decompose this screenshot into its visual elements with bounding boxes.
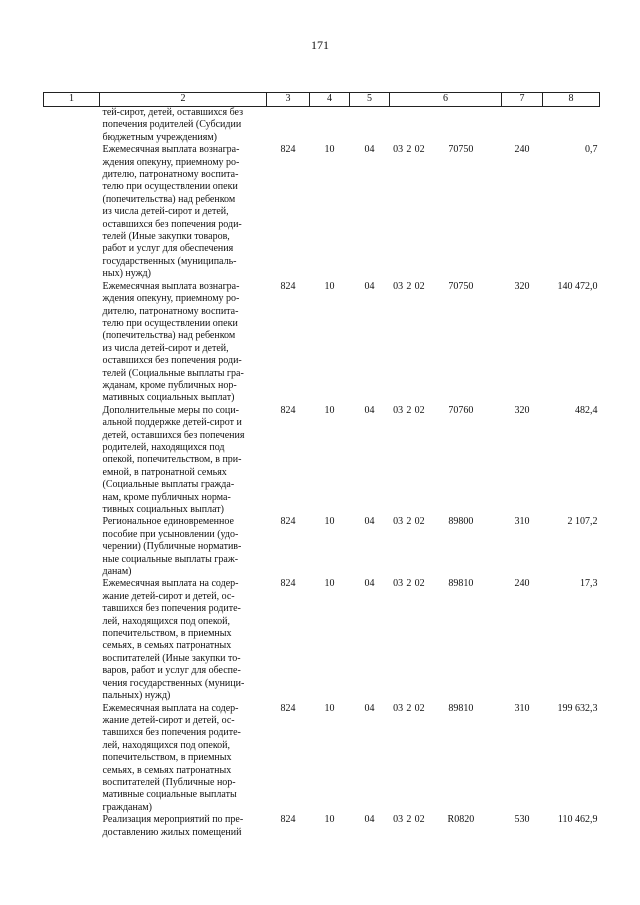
column-header: 3 (267, 93, 310, 107)
amount: 140 472,0 (557, 280, 598, 292)
ministry-code: 824 (280, 516, 296, 528)
column-header: 8 (543, 93, 600, 107)
target-article-code (390, 516, 502, 578)
ministry-code: 824 (280, 144, 296, 156)
program-code: 03 (393, 702, 404, 714)
row-description: Ежемесячная выплата вознагра- ждения опекуну, приемному ро- дителю, патронатному воспита- телю при осуществлении опеки (попечительства) над ребенком из числа детей-сирот и детей, оставшихся без попечения роди- телей (Иные закупки товаров, работ и услуг для обеспечения государственных (муниципаль- ных) нужд) (102, 144, 242, 280)
ministry-code: 824 (280, 814, 296, 826)
event-code: 02 (414, 404, 425, 416)
table-row (44, 814, 600, 839)
expense-type-code: 530 (514, 814, 530, 826)
subsection-code: 04 (364, 578, 375, 590)
target-article-code (390, 144, 502, 280)
ministry-code: 824 (280, 280, 296, 292)
section-code: 10 (324, 702, 335, 714)
expense-type-code: 320 (514, 280, 530, 292)
subprogram-code: 2 (406, 404, 412, 416)
section-code: 10 (324, 516, 335, 528)
event-code: 02 (414, 516, 425, 528)
row-description: Реализация мероприятий по пре- доставлению жилых помещений (102, 814, 244, 838)
ministry-code: 824 (280, 578, 296, 590)
expense-type-code: 310 (514, 516, 530, 528)
ministry-code: 824 (280, 702, 296, 714)
continuation-text: тей-сирот, детей, оставшихся без попечения родителей (Субсидии бюджетным учреждениям) (102, 107, 244, 143)
column-header: 6 (390, 93, 502, 107)
direction-code: 70750 (448, 280, 474, 292)
table-row (44, 703, 600, 815)
ministry-code: 824 (280, 404, 296, 416)
amount: 17,3 (580, 578, 598, 590)
column-header: 7 (502, 93, 543, 107)
subsection-code: 04 (364, 702, 375, 714)
subsection-code: 04 (364, 280, 375, 292)
expense-type-code: 240 (514, 144, 530, 156)
target-article-code (390, 578, 502, 702)
expense-type-code: 310 (514, 702, 530, 714)
row-description: Ежемесячная выплата на содер- жание детей-сирот и детей, ос- тавшихся без попечения родите- лей, находящихся под опекой, попечительством, в приемных семьях, в семьях патронатных воспитателей (Публичные нор- мативные социальные выплаты гражданам) (102, 702, 241, 813)
amount: 482,4 (575, 404, 598, 416)
subprogram-code: 2 (406, 144, 412, 156)
program-code: 03 (393, 578, 404, 590)
event-code: 02 (414, 578, 425, 590)
section-code: 10 (324, 814, 335, 826)
subprogram-code: 2 (406, 578, 412, 590)
target-article-code (390, 281, 502, 405)
event-code: 02 (414, 702, 425, 714)
row-description: Дополнительные меры по соци- альной поддержке детей-сирот и детей, оставшихся без попечения родителей, находящихся под опекой, попечительством, в при- емной, в патронатной семьях (Социальные выплаты гражда- нам, кроме публичных норма- тивных социальных выплат) (102, 404, 245, 515)
direction-code: 89810 (448, 578, 474, 590)
expense-type-code: 320 (514, 404, 530, 416)
event-code: 02 (414, 280, 425, 292)
target-article-code (390, 814, 502, 839)
amount: 0,7 (585, 144, 598, 156)
event-code: 02 (414, 144, 425, 156)
table-row (44, 405, 600, 517)
continuation-row (44, 107, 600, 145)
subsection-code: 04 (364, 814, 375, 826)
column-header: 5 (350, 93, 390, 107)
direction-code: R0820 (447, 814, 475, 826)
table-row (44, 516, 600, 578)
table-row (44, 144, 600, 280)
section-code: 10 (324, 280, 335, 292)
subsection-code: 04 (364, 516, 375, 528)
row-description: Ежемесячная выплата на содер- жание детей-сирот и детей, ос- тавшихся без попечения родите- лей, находящихся под опекой, попечительством, в приемных семьях, в семьях патронатных воспитателей (Иные закупки то- варов, работ и услуг для обеспе- чения государственных (муници- пальных) нужд) (102, 578, 245, 702)
section-code: 10 (324, 404, 335, 416)
program-code: 03 (393, 144, 404, 156)
row-description: Ежемесячная выплата вознагра- ждения опекуну, приемному ро- дителю, патронатному воспита- телю при осуществлении опеки (попечительства) над ребенком из числа детей-сирот и детей, оставшихся без попечения роди- телей (Социальные выплаты гра- жданам, кроме публичных нор- мативных социальных выплат) (102, 280, 244, 404)
subprogram-code: 2 (406, 702, 412, 714)
program-code: 03 (393, 814, 404, 826)
subprogram-code: 2 (406, 516, 412, 528)
direction-code: 89810 (448, 702, 474, 714)
target-article-code (390, 703, 502, 815)
program-code: 03 (393, 404, 404, 416)
page-number: 171 (311, 38, 329, 52)
column-header: 2 (100, 93, 267, 107)
program-code: 03 (393, 280, 404, 292)
amount: 2 107,2 (567, 516, 598, 528)
section-code: 10 (324, 578, 335, 590)
section-code: 10 (324, 144, 335, 156)
table-row (44, 578, 600, 702)
row-description: Региональное единовременное пособие при усыновлении (удо- черении) (Публичные норматив- ные социальные выплаты граж- данам) (102, 516, 242, 578)
subsection-code: 04 (364, 144, 375, 156)
table-row (44, 281, 600, 405)
subsection-code: 04 (364, 404, 375, 416)
budget-table (43, 92, 600, 839)
table-header-row (44, 93, 600, 107)
direction-code: 70750 (448, 144, 474, 156)
amount: 199 632,3 (557, 702, 598, 714)
subprogram-code: 2 (406, 814, 412, 826)
target-article-code (390, 405, 502, 517)
column-header: 1 (44, 93, 100, 107)
direction-code: 89800 (448, 516, 474, 528)
program-code: 03 (393, 516, 404, 528)
expense-type-code: 240 (514, 578, 530, 590)
subprogram-code: 2 (406, 280, 412, 292)
event-code: 02 (414, 814, 425, 826)
direction-code: 70760 (448, 404, 474, 416)
amount: 110 462,9 (557, 814, 598, 826)
column-header: 4 (310, 93, 350, 107)
